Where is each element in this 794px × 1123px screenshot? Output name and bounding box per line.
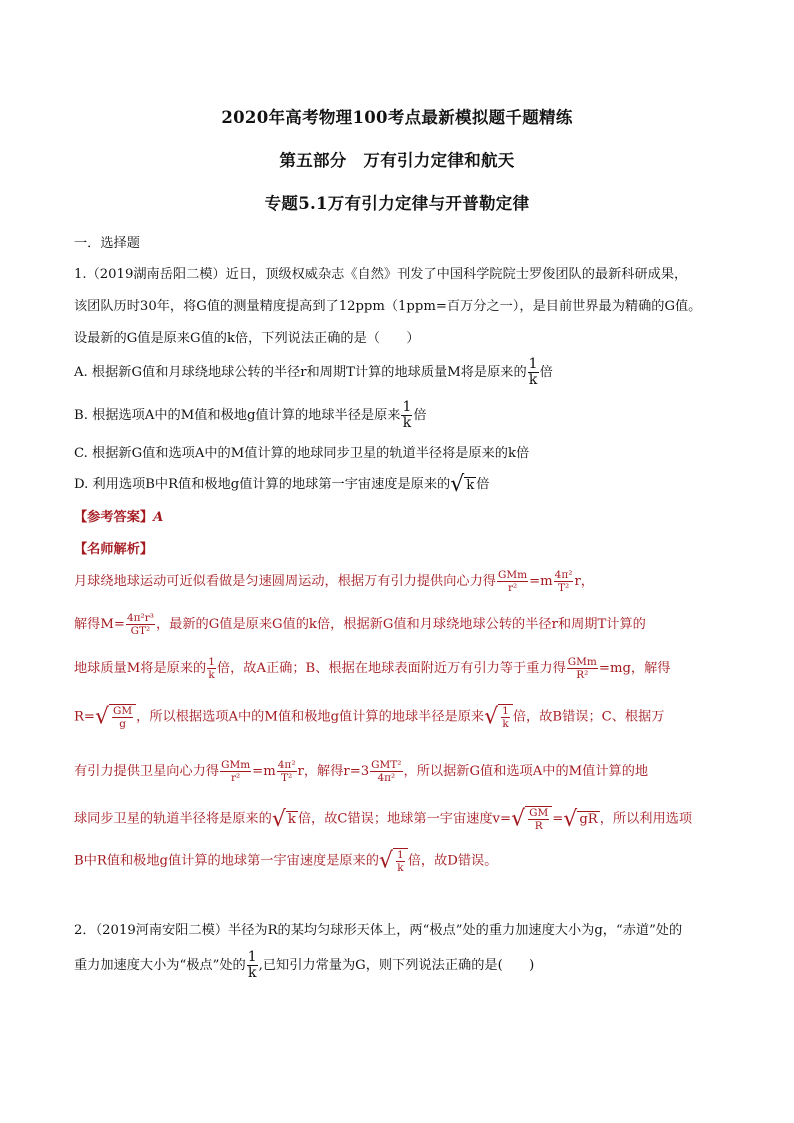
- frac-num: GMm: [221, 759, 251, 771]
- frac-den: T²: [554, 581, 574, 594]
- radicand: k: [287, 812, 296, 827]
- text: 倍，故D错误。: [407, 853, 498, 869]
- frac-num: GM: [529, 807, 549, 819]
- frac-num: GMm: [498, 569, 528, 581]
- sqrt-gm-over-g: √ $\frac{GM}{g}$: [95, 704, 136, 730]
- text: 解得M=: [74, 617, 125, 632]
- text: ，所以利用选项: [599, 811, 693, 827]
- part-title: 第五部分 万有引力定律和航天: [279, 151, 515, 170]
- section-heading: 一．选择题: [74, 236, 140, 251]
- q2-stem-line1: 2．（2019河南安阳二模）半径为R的某均匀球形天体上，两“极点”处的重力加速度大小为g，“赤道”处的: [74, 923, 683, 938]
- fraction-gm-R: [528, 807, 549, 832]
- fraction-1-over-k: [501, 705, 510, 730]
- text: =m: [252, 764, 276, 779]
- option-d-text: D. 利用选项B中R值和极地g值计算的地球第一宇宙速度是原来的: [74, 477, 451, 492]
- analysis-line4: [74, 704, 665, 730]
- fraction-gmm-R2: [567, 656, 598, 681]
- frac-num: 1: [208, 656, 215, 668]
- text: =: [552, 811, 564, 827]
- option-d-end: 倍: [476, 477, 490, 492]
- fraction-gmm-r2: [220, 759, 251, 784]
- frac-den: R²: [567, 668, 598, 681]
- text: ，最新的G值是原来G值的k倍，根据新G值和月球绕地球公转的半径r和周期T计算的: [155, 617, 646, 632]
- option-a-end: 倍: [539, 365, 553, 380]
- fraction-1-over-k: [396, 849, 405, 874]
- text: 重力加速度大小为“极点”处的: [74, 958, 246, 973]
- sqrt-k: √ k: [271, 806, 296, 832]
- fraction-1-over-k: [401, 400, 412, 431]
- frac-den: r²: [220, 771, 251, 784]
- frac-num: 1: [247, 949, 257, 965]
- sqrt-k: √ k: [450, 472, 475, 497]
- q1-stem-line1: 1.（2019湖南岳阳二模）近日，顶级权威杂志《自然》刊发了中国科学院院士罗俊团队的最新科研成果，: [74, 267, 688, 282]
- fraction-4pi2-t2: [554, 569, 574, 594]
- analysis-line2: [74, 612, 646, 637]
- frac-den: k: [528, 372, 538, 388]
- sqrt-gR: √ gR: [563, 806, 598, 832]
- q1-option-a: [74, 357, 553, 388]
- text: 倍，故C错误；地球第一宇宙速度v=: [297, 811, 512, 827]
- analysis-line5: [74, 759, 648, 784]
- frac-den: k: [397, 862, 404, 874]
- answer-value: A: [153, 510, 164, 525]
- q1-option-d: [74, 472, 489, 497]
- fraction-1-over-k: [247, 950, 258, 981]
- radicand: gR: [579, 812, 598, 827]
- frac-den: k: [502, 718, 509, 730]
- fraction-gm-g: [112, 705, 133, 730]
- frac-den: GT²: [126, 624, 155, 637]
- q1-stem-line3: 设最新的G值是原来G值的k倍，下列说法正确的是（ ）: [74, 331, 420, 346]
- analysis-line7: [74, 848, 497, 874]
- text: 球同步卫星的轨道半径将是原来的: [74, 811, 272, 827]
- text: 地球质量M将是原来的: [74, 661, 207, 676]
- analysis-label: 【名师解析】: [74, 542, 154, 557]
- text: R=: [74, 709, 95, 725]
- fraction-1-over-k: [207, 656, 216, 681]
- frac-num: GM: [113, 705, 133, 717]
- option-b-text: B. 根据选项A中的M值和极地g值计算的地球半径是原来: [74, 408, 401, 423]
- text: 月球绕地球运动可近似看做是匀速圆周运动，根据万有引力提供向心力得: [74, 574, 496, 589]
- text: ，所以根据选项A中的M值和极地g值计算的地球半径是原来: [136, 709, 485, 725]
- frac-den: r²: [497, 581, 528, 594]
- topic-title: 专题5.1万有引力定律与开普勒定律: [264, 194, 530, 213]
- frac-num: 4π²r³: [126, 612, 154, 624]
- sqrt-1-over-k: √ $\frac{1}{k}$: [379, 848, 408, 874]
- doc-title: 2020年高考物理100考点最新模拟题千题精练: [221, 108, 573, 127]
- frac-den: k: [208, 669, 215, 681]
- frac-den: k: [247, 965, 257, 981]
- frac-den: k: [402, 415, 412, 431]
- fraction-1-over-k: [528, 357, 539, 388]
- analysis-line3: [74, 656, 670, 681]
- text: =m: [529, 574, 553, 589]
- sqrt-gm-over-R: √ $\frac{GM}{R}$: [511, 806, 552, 832]
- fraction-4pi2-t2: [277, 759, 297, 784]
- fraction-mass-formula: [126, 612, 155, 637]
- q1-option-b: [74, 400, 427, 431]
- q1-stem-line2: 该团队历时30年，将G值的测量精度提高到了12ppm（1ppm=百万分之一），是目前世界最为精确的G值。: [74, 299, 702, 314]
- option-a-text: A. 根据新G值和月球绕地球公转的半径r和周期T计算的地球质量M将是原来的: [74, 365, 527, 380]
- fraction-gmm-r2: [497, 569, 528, 594]
- sqrt-1-over-k: √ $\frac{1}{k}$: [484, 704, 513, 730]
- frac-num: 1: [502, 705, 509, 717]
- text: B中R值和极地g值计算的地球第一宇宙速度是原来的: [74, 853, 379, 869]
- frac-num: 1: [528, 356, 538, 372]
- frac-num: GMm: [567, 656, 597, 668]
- frac-num: 4π²: [554, 569, 573, 581]
- text: =mg，解得: [598, 661, 671, 676]
- q2-stem-line2: [74, 950, 534, 981]
- text: 倍，故B错误；C、根据万: [512, 709, 665, 725]
- text: ，所以据新G值和选项A中的M值计算的地: [403, 764, 649, 779]
- analysis-line6: [74, 806, 692, 832]
- option-b-end: 倍: [413, 408, 427, 423]
- text: 倍，故A正确；B、根据在地球表面附近万有引力等于重力得: [216, 661, 566, 676]
- frac-den: R: [528, 819, 549, 832]
- text: r，解得r=3: [297, 764, 370, 779]
- answer-line: [74, 506, 163, 525]
- frac-num: 1: [402, 399, 412, 415]
- analysis-line1: [74, 569, 594, 594]
- frac-num: 4π²: [277, 759, 296, 771]
- frac-num: GMT²: [371, 759, 402, 771]
- text: r，: [574, 574, 594, 589]
- answer-label: 【参考答案】: [74, 510, 154, 525]
- text: 有引力提供卫星向心力得: [74, 764, 220, 779]
- frac-num: 1: [397, 849, 404, 861]
- frac-den: T²: [277, 771, 297, 784]
- q1-option-c: C. 根据新G值和选项A中的M值计算的地球同步卫星的轨道半径将是原来的k倍: [74, 446, 530, 461]
- fraction-gmt2-4pi2: [370, 759, 402, 784]
- frac-den: g: [112, 717, 133, 730]
- text: ,已知引力常量为G，则下列说法正确的是( ): [258, 958, 535, 973]
- frac-den: 4π²: [370, 771, 402, 784]
